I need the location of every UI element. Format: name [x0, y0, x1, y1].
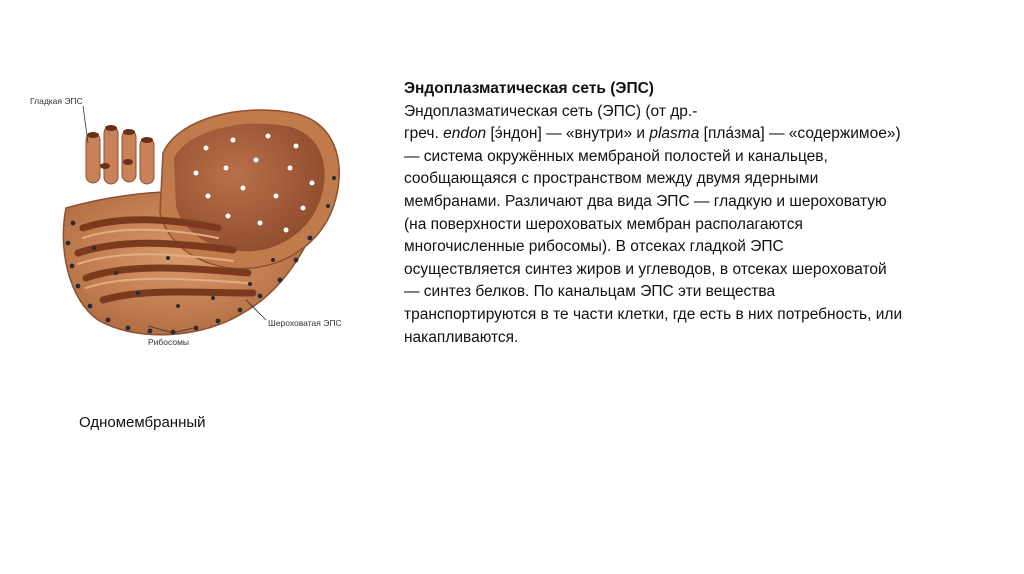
section-title: Эндоплазматическая сеть (ЭПС) [404, 80, 654, 97]
desc-part-2: греч. [404, 125, 444, 143]
desc-part-4: [пла́зма] — «содержимое») — система окружённых мембраной полостей и канальцев, сообщающаяся с пространством между двумя ядерными мембранами. Различают два вида ЭПС — гладкую и шероховатую (на поверхности шероховатых мембран располагаются многочисленные рибосомы). В отсеках гладкой ЭПС осуществляется синтез жиров и углеводов, в отсеках шероховатой — синтез белков. По канальцам ЭПС эти вещества транспортируются в те части клетки, где есть в них потребность, или накапливаются. [404, 125, 903, 346]
ribosomes-label: Рибосомы [148, 337, 190, 347]
membrane-caption: Одномембранный [79, 414, 206, 431]
smooth-er-tubules [86, 125, 154, 184]
term-endon: endon [443, 125, 487, 143]
rough-er-label: Шероховатая ЭПС [268, 318, 342, 328]
er-illustration [28, 88, 368, 358]
description-text [404, 101, 904, 350]
desc-part-1: Эндоплазматическая сеть (ЭПС) (от др.- [404, 102, 698, 120]
desc-part-3: [э́ндон] — «внутри» и [486, 125, 650, 143]
smooth-er-label: Гладкая ЭПС [30, 96, 83, 106]
description-block [404, 78, 904, 349]
er-diagram-svg [28, 88, 368, 358]
term-plasma: plasma [649, 125, 700, 143]
